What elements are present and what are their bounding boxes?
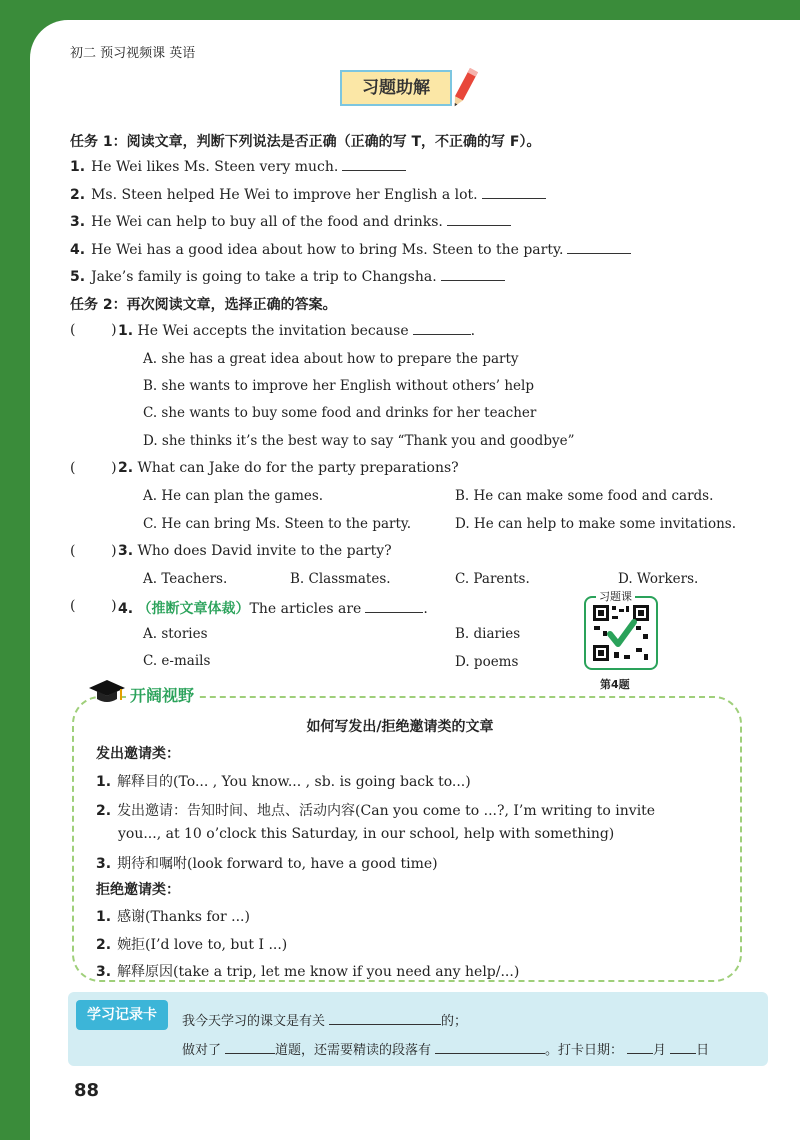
- expand-heading: 如何写发出/拒绝邀请类的文章: [306, 719, 494, 735]
- option[interactable]: A. she has a great idea about how to prepare the party: [143, 351, 519, 367]
- qr-label: 习题课: [596, 588, 635, 604]
- option[interactable]: B. she wants to improve her English without others’ help: [143, 378, 534, 394]
- option[interactable]: D. He can help to make some invitations.: [455, 516, 737, 532]
- refuse-item: 2. 婉拒(I’d love to, but I ...): [96, 937, 288, 953]
- question-2: 2. What can Jake do for the party preparations?: [118, 460, 459, 476]
- page-header: 初二 预习视频课 英语: [70, 46, 196, 61]
- record-blank[interactable]: [225, 1041, 275, 1054]
- graduation-cap-icon: [88, 678, 126, 706]
- option[interactable]: B. diaries: [455, 626, 521, 642]
- send-invite-title: 发出邀请类：: [96, 746, 180, 762]
- option[interactable]: C. Parents.: [455, 571, 530, 587]
- question-4: 4. （推断文章体裁）The articles are .: [118, 601, 428, 617]
- qr-caption: 第4题: [600, 678, 630, 691]
- send-item: 2. 发出邀请：告知时间、地点、活动内容(Can you come to ...?, I’m writing to invite: [96, 803, 656, 819]
- expand-title: 开阔视野: [126, 683, 198, 706]
- refuse-item: 3. 解释原因(take a trip, let me know if you need any help/...): [96, 964, 520, 980]
- section-title: 习题助解: [340, 70, 452, 106]
- answer-blank[interactable]: [342, 158, 406, 171]
- answer-blank[interactable]: [567, 241, 631, 254]
- task1-heading: 任务 1：阅读文章，判断下列说法是否正确（正确的写 T，不正确的写 F）。: [70, 134, 541, 150]
- task1-item: 1. He Wei likes Ms. Steen very much.: [70, 158, 406, 175]
- option[interactable]: A. stories: [143, 626, 208, 642]
- page-number: 88: [74, 1080, 100, 1101]
- option[interactable]: D. poems: [455, 654, 519, 670]
- task1-item: 5. Jake’s family is going to take a trip to Changsha.: [70, 268, 505, 285]
- record-blank[interactable]: [329, 1012, 441, 1025]
- study-record-button[interactable]: 学习记录卡: [76, 1000, 168, 1030]
- send-item: 1. 解释目的(To... , You know... , sb. is going back to...): [96, 774, 471, 790]
- answer-blank[interactable]: [447, 213, 511, 226]
- answer-paren[interactable]: ( ): [70, 543, 117, 559]
- answer-paren[interactable]: ( ): [70, 598, 117, 614]
- task1-item: 3. He Wei can help to buy all of the food and drinks.: [70, 213, 511, 230]
- qr-code-icon[interactable]: [592, 604, 650, 662]
- refuse-invite-title: 拒绝邀请类：: [96, 882, 180, 898]
- task2-heading: 任务 2：再次阅读文章，选择正确的答案。: [70, 297, 337, 313]
- option[interactable]: A. Teachers.: [143, 571, 228, 587]
- send-item-cont: you..., at 10 o’clock this Saturday, in our school, help with something): [118, 826, 615, 842]
- option[interactable]: B. Classmates.: [290, 571, 391, 587]
- answer-blank[interactable]: [441, 268, 505, 281]
- option[interactable]: D. she thinks it’s the best way to say “Thank you and goodbye”: [143, 433, 575, 449]
- day-blank[interactable]: [670, 1041, 696, 1054]
- option[interactable]: C. He can bring Ms. Steen to the party.: [143, 516, 412, 532]
- record-line-1: 我今天学习的课文是有关 的；: [182, 1014, 468, 1029]
- option[interactable]: C. e-mails: [143, 653, 211, 669]
- option[interactable]: D. Workers.: [618, 571, 699, 587]
- question-3: 3. Who does David invite to the party?: [118, 543, 392, 559]
- answer-blank[interactable]: [413, 322, 471, 335]
- month-blank[interactable]: [627, 1041, 653, 1054]
- task1-item: 2. Ms. Steen helped He Wei to improve her English a lot.: [70, 186, 546, 203]
- record-line-2: 做对了 道题，还需要精读的段落有 。打卡日期： 月 日: [182, 1043, 710, 1058]
- option[interactable]: B. He can make some food and cards.: [455, 488, 714, 504]
- answer-paren[interactable]: ( ): [70, 322, 117, 338]
- send-item: 3. 期待和嘱咐(look forward to, have a good time): [96, 856, 438, 872]
- option[interactable]: A. He can plan the games.: [143, 488, 324, 504]
- answer-blank[interactable]: [365, 600, 423, 613]
- answer-paren[interactable]: ( ): [70, 460, 117, 476]
- answer-blank[interactable]: [482, 186, 546, 199]
- pencil-icon: [450, 66, 480, 110]
- task1-item: 4. He Wei has a good idea about how to bring Ms. Steen to the party.: [70, 241, 631, 258]
- option[interactable]: C. she wants to buy some food and drinks for her teacher: [143, 405, 537, 421]
- refuse-item: 1. 感谢(Thanks for ...): [96, 909, 250, 925]
- record-blank[interactable]: [435, 1041, 545, 1054]
- question-1: 1. He Wei accepts the invitation because .: [118, 323, 476, 339]
